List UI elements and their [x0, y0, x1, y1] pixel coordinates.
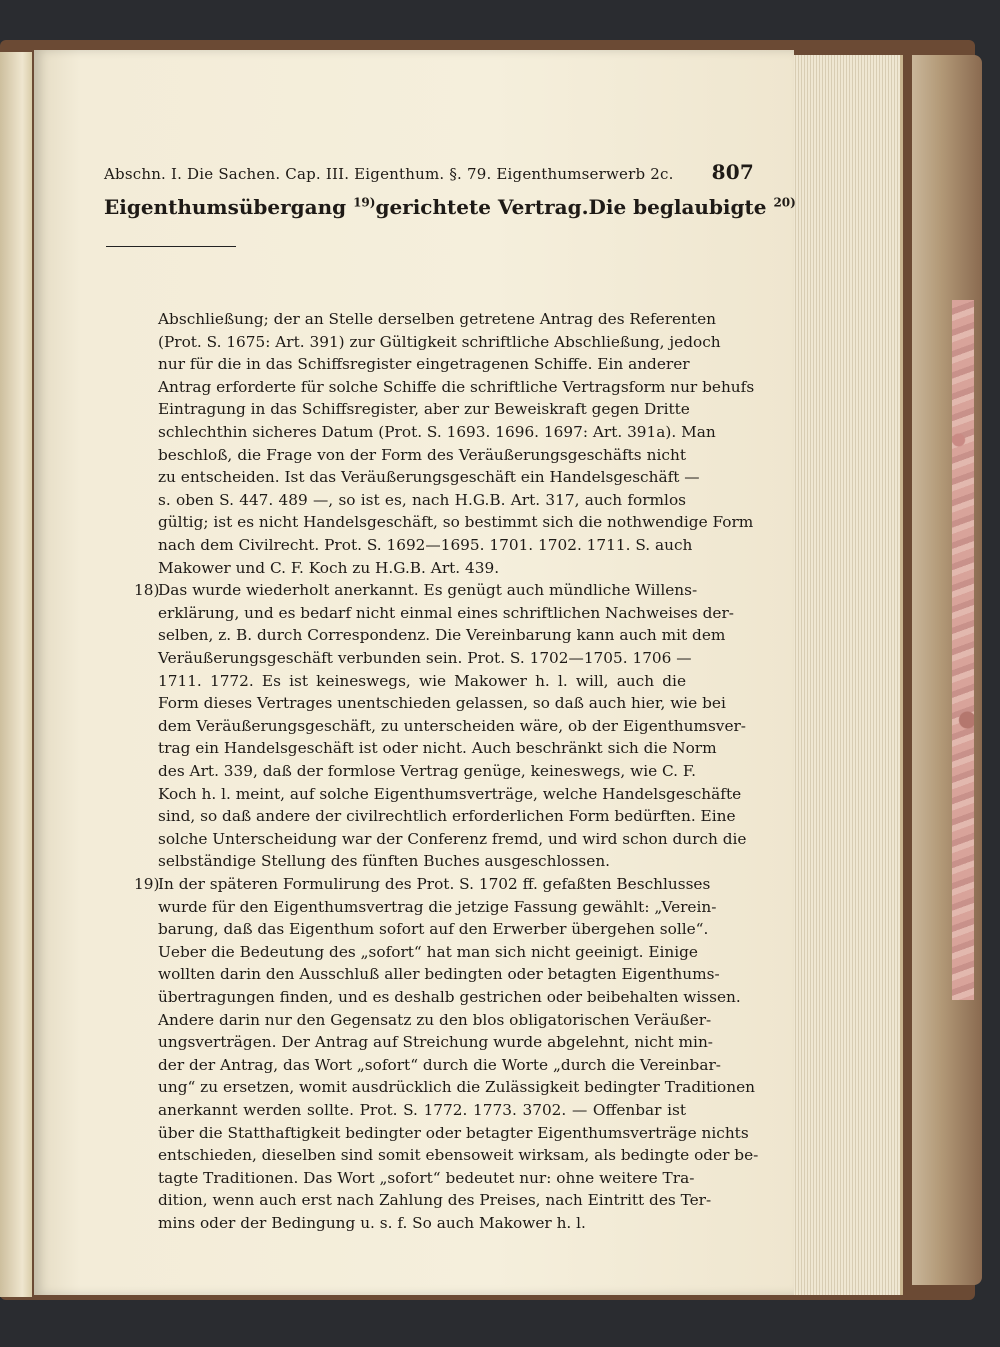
- footnote-number-19: 19): [134, 875, 160, 893]
- footnote-18-line: des Art. 339, daß der formlose Vertrag genüge, keineswegs, wie C. F.: [158, 762, 696, 780]
- text-line: Makower und C. F. Koch zu H.G.B. Art. 439.: [158, 558, 500, 577]
- text-line: Antrag erforderte für solche Schiffe die schriftliche Vertragsform nur behufs: [158, 377, 755, 396]
- footnote-18-line: Das wurde wiederholt anerkannt. Es genügt auch mündliche Willens-: [158, 581, 698, 600]
- running-head-text: Abschn. I. Die Sachen. Cap. III. Eigenthum. §. 79. Eigenthumserwerb 2c.: [104, 165, 674, 183]
- text-line: zu entscheiden. Ist das Veräußerungsgeschäft ein Handelsgeschäft —: [158, 468, 700, 487]
- text-line: beschloß, die Frage von der Form des Veräußerungsgeschäfts nicht: [158, 445, 686, 464]
- text-line: nur für die in das Schiffsregister eingetragenen Schiffe. Ein anderer: [158, 355, 690, 374]
- footnote-18-line: sind, so daß andere der civilrechtlich erforderlichen Form bedürften. Eine: [158, 807, 736, 826]
- footnote-19-line: der der Antrag, das Wort „sofort“ durch die Worte „durch die Vereinbar-: [158, 1055, 721, 1074]
- footnote-19-line: In der späteren Formulirung des Prot. S. 1702 ff. gefaßten Beschlusses: [158, 875, 711, 893]
- text-line: Eintragung in das Schiffsregister, aber zur Beweiskraft gegen Dritte: [158, 400, 690, 419]
- footnote-18-line: 1711. 1772. Es ist keineswegs, wie Makower h. l. will, auch die: [158, 671, 686, 690]
- footnote-19-line: wollten darin den Ausschluß aller bedingten oder betagten Eigenthums-: [158, 965, 720, 984]
- footnote-18-line: selbständige Stellung des fünften Buches ausgeschlossen.: [158, 852, 611, 871]
- footnote-19-line: wurde für den Eigenthumsvertrag die jetzige Fassung gewählt: „Verein-: [158, 897, 717, 916]
- heading-middle: gerichtete Vertrag.: [375, 195, 589, 219]
- heading-line: [104, 195, 796, 229]
- text-line: gültig; ist es nicht Handelsgeschäft, so bestimmt sich die nothwendige Form: [158, 513, 754, 532]
- footnote-18-line: trag ein Handelsgeschäft ist oder nicht. Auch beschränkt sich die Norm: [158, 739, 717, 758]
- text-line: s. oben S. 447. 489 —, so ist es, nach H.G.B. Art. 317, auch formlos: [158, 490, 686, 509]
- footnote-19-line: entschieden, dieselben sind somit ebensoweit wirksam, als bedingte oder be-: [158, 1146, 759, 1165]
- footnote-18-line: solche Unterscheidung war der Conferenz fremd, und wird schon durch die: [158, 829, 747, 848]
- running-head: [104, 160, 754, 186]
- footnote-18-line: selben, z. B. durch Correspondenz. Die Vereinbarung kann auch mit dem: [158, 626, 726, 645]
- footnote-19-line: anerkannt werden sollte. Prot. S. 1772. 1773. 3702. — Offenbar ist: [158, 1101, 686, 1119]
- footnote-rule: [106, 246, 236, 247]
- footnote-19-line: dition, wenn auch erst nach Zahlung des Preises, nach Eintritt des Ter-: [158, 1191, 712, 1210]
- page-number: 807: [711, 160, 754, 184]
- footnote-19-line: tagte Traditionen. Das Wort „sofort“ bedeutet nur: ohne weitere Tra-: [158, 1168, 695, 1187]
- text-line: (Prot. S. 1675: Art. 391) zur Gültigkeit schriftliche Abschließung, jedoch: [158, 332, 721, 351]
- left-page-edge: [0, 52, 32, 1297]
- text-line: nach dem Civilrecht. Prot. S. 1692—1695. 1701. 1702. 1711. S. auch: [158, 536, 693, 554]
- footnote-19-line: Andere darin nur den Gegensatz zu den blos obligatorischen Veräußer-: [158, 1010, 712, 1029]
- footnote-18-line: erklärung, und es bedarf nicht einmal eines schriftlichen Nachweises der-: [158, 603, 734, 622]
- footnote-19-line: Ueber die Bedeutung des „sofort“ hat man sich nicht geeinigt. Einige: [158, 942, 698, 961]
- footnote-18-line: dem Veräußerungsgeschäft, zu unterscheiden wäre, ob der Eigenthumsver-: [158, 716, 746, 735]
- footnote-19-line: mins oder der Bedingung u. s. f. So auch Makower h. l.: [158, 1214, 586, 1232]
- text-line: schlechthin sicheres Datum (Prot. S. 1693. 1696. 1697: Art. 391a). Man: [158, 423, 716, 441]
- book-page: [34, 50, 794, 1295]
- footnote-ref-19: 19): [353, 195, 376, 210]
- footnote-19-line: ung“ zu ersetzen, womit ausdrücklich die Zulässigkeit bedingter Traditionen: [158, 1078, 756, 1097]
- footnote-18-line: Koch h. l. meint, auf solche Eigenthumsverträge, welche Handelsgeschäfte: [158, 784, 742, 803]
- footnote-number-18: 18): [134, 581, 160, 600]
- text-line: Abschließung; der an Stelle derselben getretene Antrag des Referenten: [158, 310, 716, 328]
- marbled-edge: [952, 300, 974, 1000]
- page-stack: [790, 55, 903, 1295]
- footnote-18-line: Form dieses Vertrages unentschieden gelassen, so daß auch hier, wie bei: [158, 694, 726, 713]
- footnote-19-line: über die Statthaftigkeit bedingter oder betagter Eigenthumsverträge nichts: [158, 1123, 749, 1142]
- footnote-18-line: Veräußerungsgeschäft verbunden sein. Prot. S. 1702—1705. 1706 —: [158, 649, 692, 667]
- page-text: [34, 50, 794, 1295]
- footnote-ref-20: 20): [773, 195, 796, 210]
- heading-left: Eigenthumsübergang $^{19)}$: [104, 195, 376, 219]
- heading-right: Die beglaubigte $^{20)}$: [588, 195, 796, 219]
- footnote-19-line: barung, daß das Eigenthum sofort auf den Erwerber übergehen solle“.: [158, 920, 709, 939]
- footnote-19-line: übertragungen finden, und es deshalb gestrichen oder beibehalten wissen.: [158, 988, 741, 1006]
- footnote-19-line: ungsverträgen. Der Antrag auf Streichung wurde abgelehnt, nicht min-: [158, 1033, 713, 1052]
